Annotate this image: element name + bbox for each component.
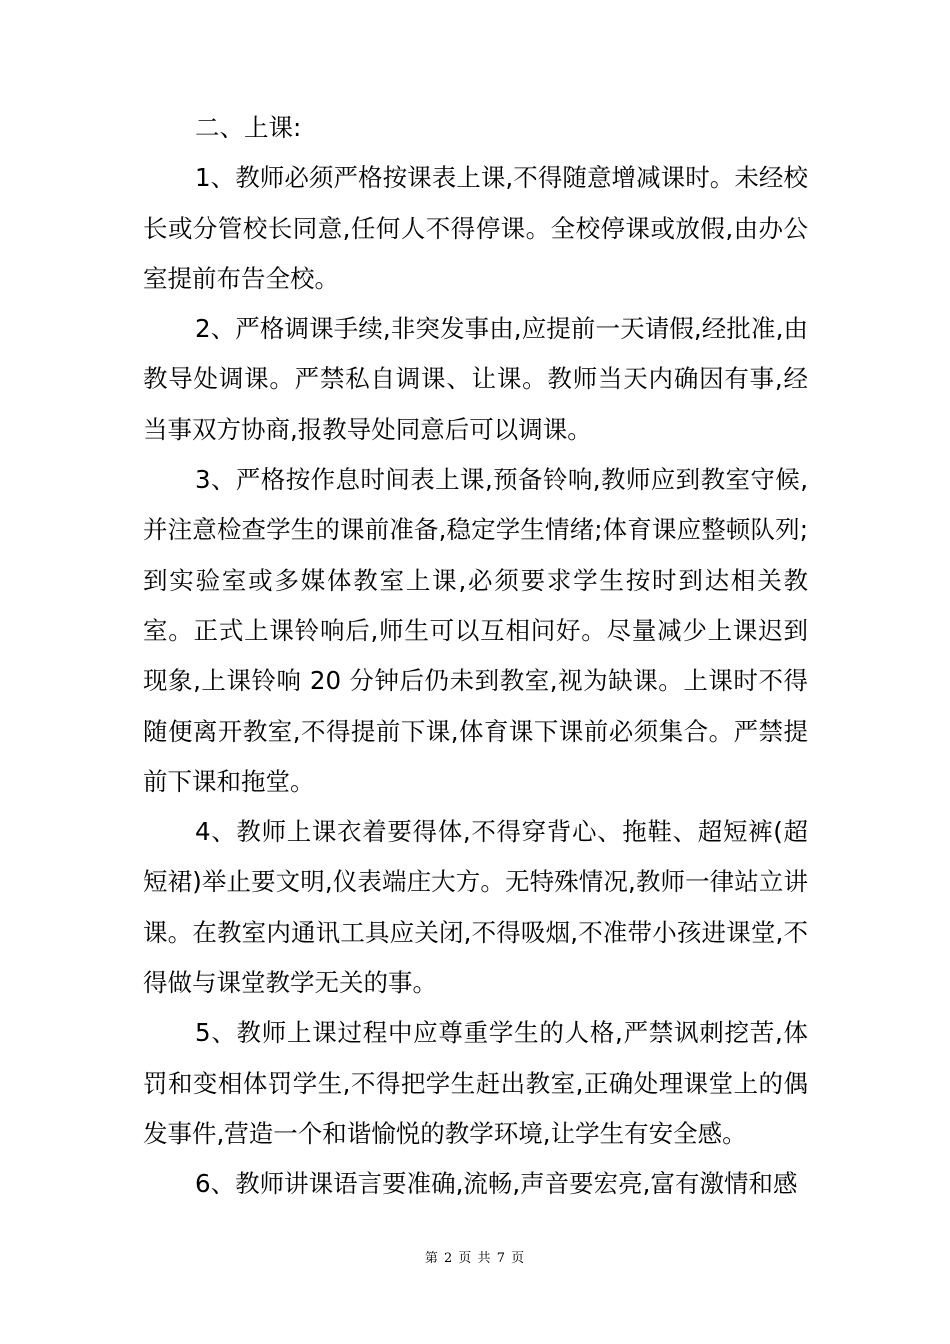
paragraph-5: 5、教师上课过程中应尊重学生的人格,严禁讽刺挖苦,体罚和变相体罚学生,不得把学生赶出教室,正确处理课堂上的偶发事件,营造一个和谐愉悦的教学环境,让学生有安全感。 [143,1018,808,1148]
paragraph-4: 4、教师上课衣着要得体,不得穿背心、拖鞋、超短裤(超短裙)举止要文明,仪表端庄大方。无特殊情况,教师一律站立讲课。在教室内通讯工具应关闭,不得吸烟,不准带小孩进课堂,不得做与课堂教学无关的事。 [143,817,808,998]
paragraph-6: 6、教师讲课语言要准确,流畅,声音要宏亮,富有激情和感 [195,1169,798,1199]
paragraph-3: 3、严格按作息时间表上课,预备铃响,教师应到教室守候,并注意检查学生的课前准备,稳定学生情绪;体育课应整顿队列;到实验室或多媒体教室上课,必须要求学生按时到达相关教室。正式上课铃响后,师生可以互相问好。尽量减少上课迟到现象,上课铃响 20 分钟后仍未到教室,视为缺课。上课时不得随便离开教室,不得提前下课,体育课下课前必须集合。严禁提前下课和拖堂。 [143,465,808,796]
document-body [143,103,808,1210]
paragraph-2: 2、严格调课手续,非突发事由,应提前一天请假,经批准,由教导处调课。严禁私自调课、让课。教师当天内确因有事,经当事双方协商,报教导处同意后可以调课。 [143,314,808,444]
paragraph-1: 1、教师必须严格按课表上课,不得随意增减课时。未经校长或分管校长同意,任何人不得停课。全校停课或放假,由办公室提前布告全校。 [143,163,808,293]
page-number-footer: 第 2 页 共 7 页 [424,1251,526,1266]
section-heading: 二、上课: [195,113,302,142]
